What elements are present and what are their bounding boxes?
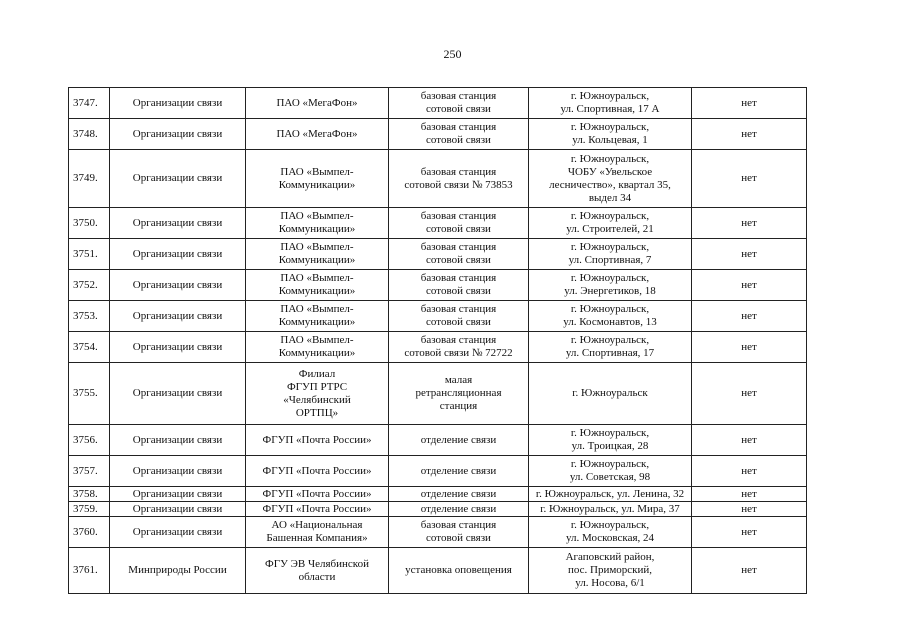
row-number: 3755. <box>69 363 110 425</box>
table-row <box>69 208 807 239</box>
status-cell: нет <box>692 332 807 363</box>
object-cell: базовая станция сотовой связи <box>389 239 529 270</box>
operator-cell: ФГУП «Почта России» <box>246 502 389 517</box>
object-cell: малая ретрансляционная станция <box>389 363 529 425</box>
address-cell: г. Южноуральск, ул. Спортивная, 7 <box>529 239 692 270</box>
operator-cell: АО «Национальная Башенная Компания» <box>246 517 389 548</box>
object-cell: отделение связи <box>389 502 529 517</box>
object-cell: базовая станция сотовой связи <box>389 88 529 119</box>
row-number: 3753. <box>69 301 110 332</box>
organization-cell: Организации связи <box>110 270 246 301</box>
organization-cell: Организации связи <box>110 119 246 150</box>
status-cell: нет <box>692 456 807 487</box>
address-cell: г. Южноуральск, ул. Кольцевая, 1 <box>529 119 692 150</box>
status-cell: нет <box>692 301 807 332</box>
row-number: 3760. <box>69 517 110 548</box>
row-number: 3747. <box>69 88 110 119</box>
table-row <box>69 88 807 119</box>
row-number: 3761. <box>69 548 110 594</box>
status-cell: нет <box>692 363 807 425</box>
organization-cell: Организации связи <box>110 363 246 425</box>
table-row <box>69 150 807 208</box>
address-cell: г. Южноуральск <box>529 363 692 425</box>
table-row <box>69 119 807 150</box>
table-row <box>69 487 807 502</box>
operator-cell: ПАО «Вымпел- Коммуникации» <box>246 301 389 332</box>
object-cell: базовая станция сотовой связи <box>389 119 529 150</box>
page-number: 250 <box>443 47 462 61</box>
row-number: 3749. <box>69 150 110 208</box>
table-row <box>69 517 807 548</box>
object-cell: базовая станция сотовой связи № 73853 <box>389 150 529 208</box>
operator-cell: ПАО «Вымпел- Коммуникации» <box>246 332 389 363</box>
organization-cell: Организации связи <box>110 487 246 502</box>
table-row <box>69 301 807 332</box>
organization-cell: Организации связи <box>110 517 246 548</box>
operator-cell: ФГУП «Почта России» <box>246 456 389 487</box>
table-row <box>69 502 807 517</box>
organization-cell: Организации связи <box>110 456 246 487</box>
object-cell: базовая станция сотовой связи <box>389 208 529 239</box>
registry-table <box>68 87 807 594</box>
status-cell: нет <box>692 119 807 150</box>
organization-cell: Организации связи <box>110 88 246 119</box>
table-row <box>69 456 807 487</box>
status-cell: нет <box>692 208 807 239</box>
operator-cell: ФГУП «Почта России» <box>246 425 389 456</box>
operator-cell: ПАО «Вымпел- Коммуникации» <box>246 150 389 208</box>
organization-cell: Организации связи <box>110 208 246 239</box>
row-number: 3751. <box>69 239 110 270</box>
address-cell: г. Южноуральск, ул. Космонавтов, 13 <box>529 301 692 332</box>
status-cell: нет <box>692 150 807 208</box>
object-cell: отделение связи <box>389 487 529 502</box>
operator-cell: ФГУП «Почта России» <box>246 487 389 502</box>
status-cell: нет <box>692 548 807 594</box>
operator-cell: ПАО «МегаФон» <box>246 88 389 119</box>
organization-cell: Организации связи <box>110 301 246 332</box>
operator-cell: ФГУ ЭВ Челябинской области <box>246 548 389 594</box>
row-number: 3758. <box>69 487 110 502</box>
operator-cell: Филиал ФГУП РТРС «Челябинский ОРТПЦ» <box>246 363 389 425</box>
status-cell: нет <box>692 270 807 301</box>
address-cell: г. Южноуральск, ул. Ленина, 32 <box>529 487 692 502</box>
table-row <box>69 332 807 363</box>
organization-cell: Организации связи <box>110 502 246 517</box>
status-cell: нет <box>692 502 807 517</box>
status-cell: нет <box>692 487 807 502</box>
row-number: 3759. <box>69 502 110 517</box>
address-cell: г. Южноуральск, ул. Энергетиков, 18 <box>529 270 692 301</box>
table-row <box>69 425 807 456</box>
address-cell: Агаповский район, пос. Приморский, ул. Носова, 6/1 <box>529 548 692 594</box>
object-cell: базовая станция сотовой связи № 72722 <box>389 332 529 363</box>
organization-cell: Организации связи <box>110 150 246 208</box>
organization-cell: Организации связи <box>110 332 246 363</box>
status-cell: нет <box>692 88 807 119</box>
operator-cell: ПАО «МегаФон» <box>246 119 389 150</box>
address-cell: г. Южноуральск, ЧОБУ «Увельское лесничество», квартал 35, выдел 34 <box>529 150 692 208</box>
object-cell: базовая станция сотовой связи <box>389 270 529 301</box>
row-number: 3752. <box>69 270 110 301</box>
organization-cell: Организации связи <box>110 425 246 456</box>
status-cell: нет <box>692 239 807 270</box>
address-cell: г. Южноуральск, ул. Советская, 98 <box>529 456 692 487</box>
status-cell: нет <box>692 425 807 456</box>
address-cell: г. Южноуральск, ул. Московская, 24 <box>529 517 692 548</box>
organization-cell: Минприроды России <box>110 548 246 594</box>
row-number: 3750. <box>69 208 110 239</box>
status-cell: нет <box>692 517 807 548</box>
operator-cell: ПАО «Вымпел- Коммуникации» <box>246 270 389 301</box>
object-cell: базовая станция сотовой связи <box>389 301 529 332</box>
object-cell: отделение связи <box>389 456 529 487</box>
row-number: 3756. <box>69 425 110 456</box>
object-cell: установка оповещения <box>389 548 529 594</box>
address-cell: г. Южноуральск, ул. Спортивная, 17 <box>529 332 692 363</box>
row-number: 3757. <box>69 456 110 487</box>
table-row <box>69 363 807 425</box>
operator-cell: ПАО «Вымпел- Коммуникации» <box>246 208 389 239</box>
address-cell: г. Южноуральск, ул. Мира, 37 <box>529 502 692 517</box>
address-cell: г. Южноуральск, ул. Троицкая, 28 <box>529 425 692 456</box>
organization-cell: Организации связи <box>110 239 246 270</box>
row-number: 3748. <box>69 119 110 150</box>
row-number: 3754. <box>69 332 110 363</box>
object-cell: базовая станция сотовой связи <box>389 517 529 548</box>
address-cell: г. Южноуральск, ул. Спортивная, 17 А <box>529 88 692 119</box>
table-row <box>69 548 807 594</box>
object-cell: отделение связи <box>389 425 529 456</box>
operator-cell: ПАО «Вымпел- Коммуникации» <box>246 239 389 270</box>
table-row <box>69 239 807 270</box>
table-row <box>69 270 807 301</box>
address-cell: г. Южноуральск, ул. Строителей, 21 <box>529 208 692 239</box>
